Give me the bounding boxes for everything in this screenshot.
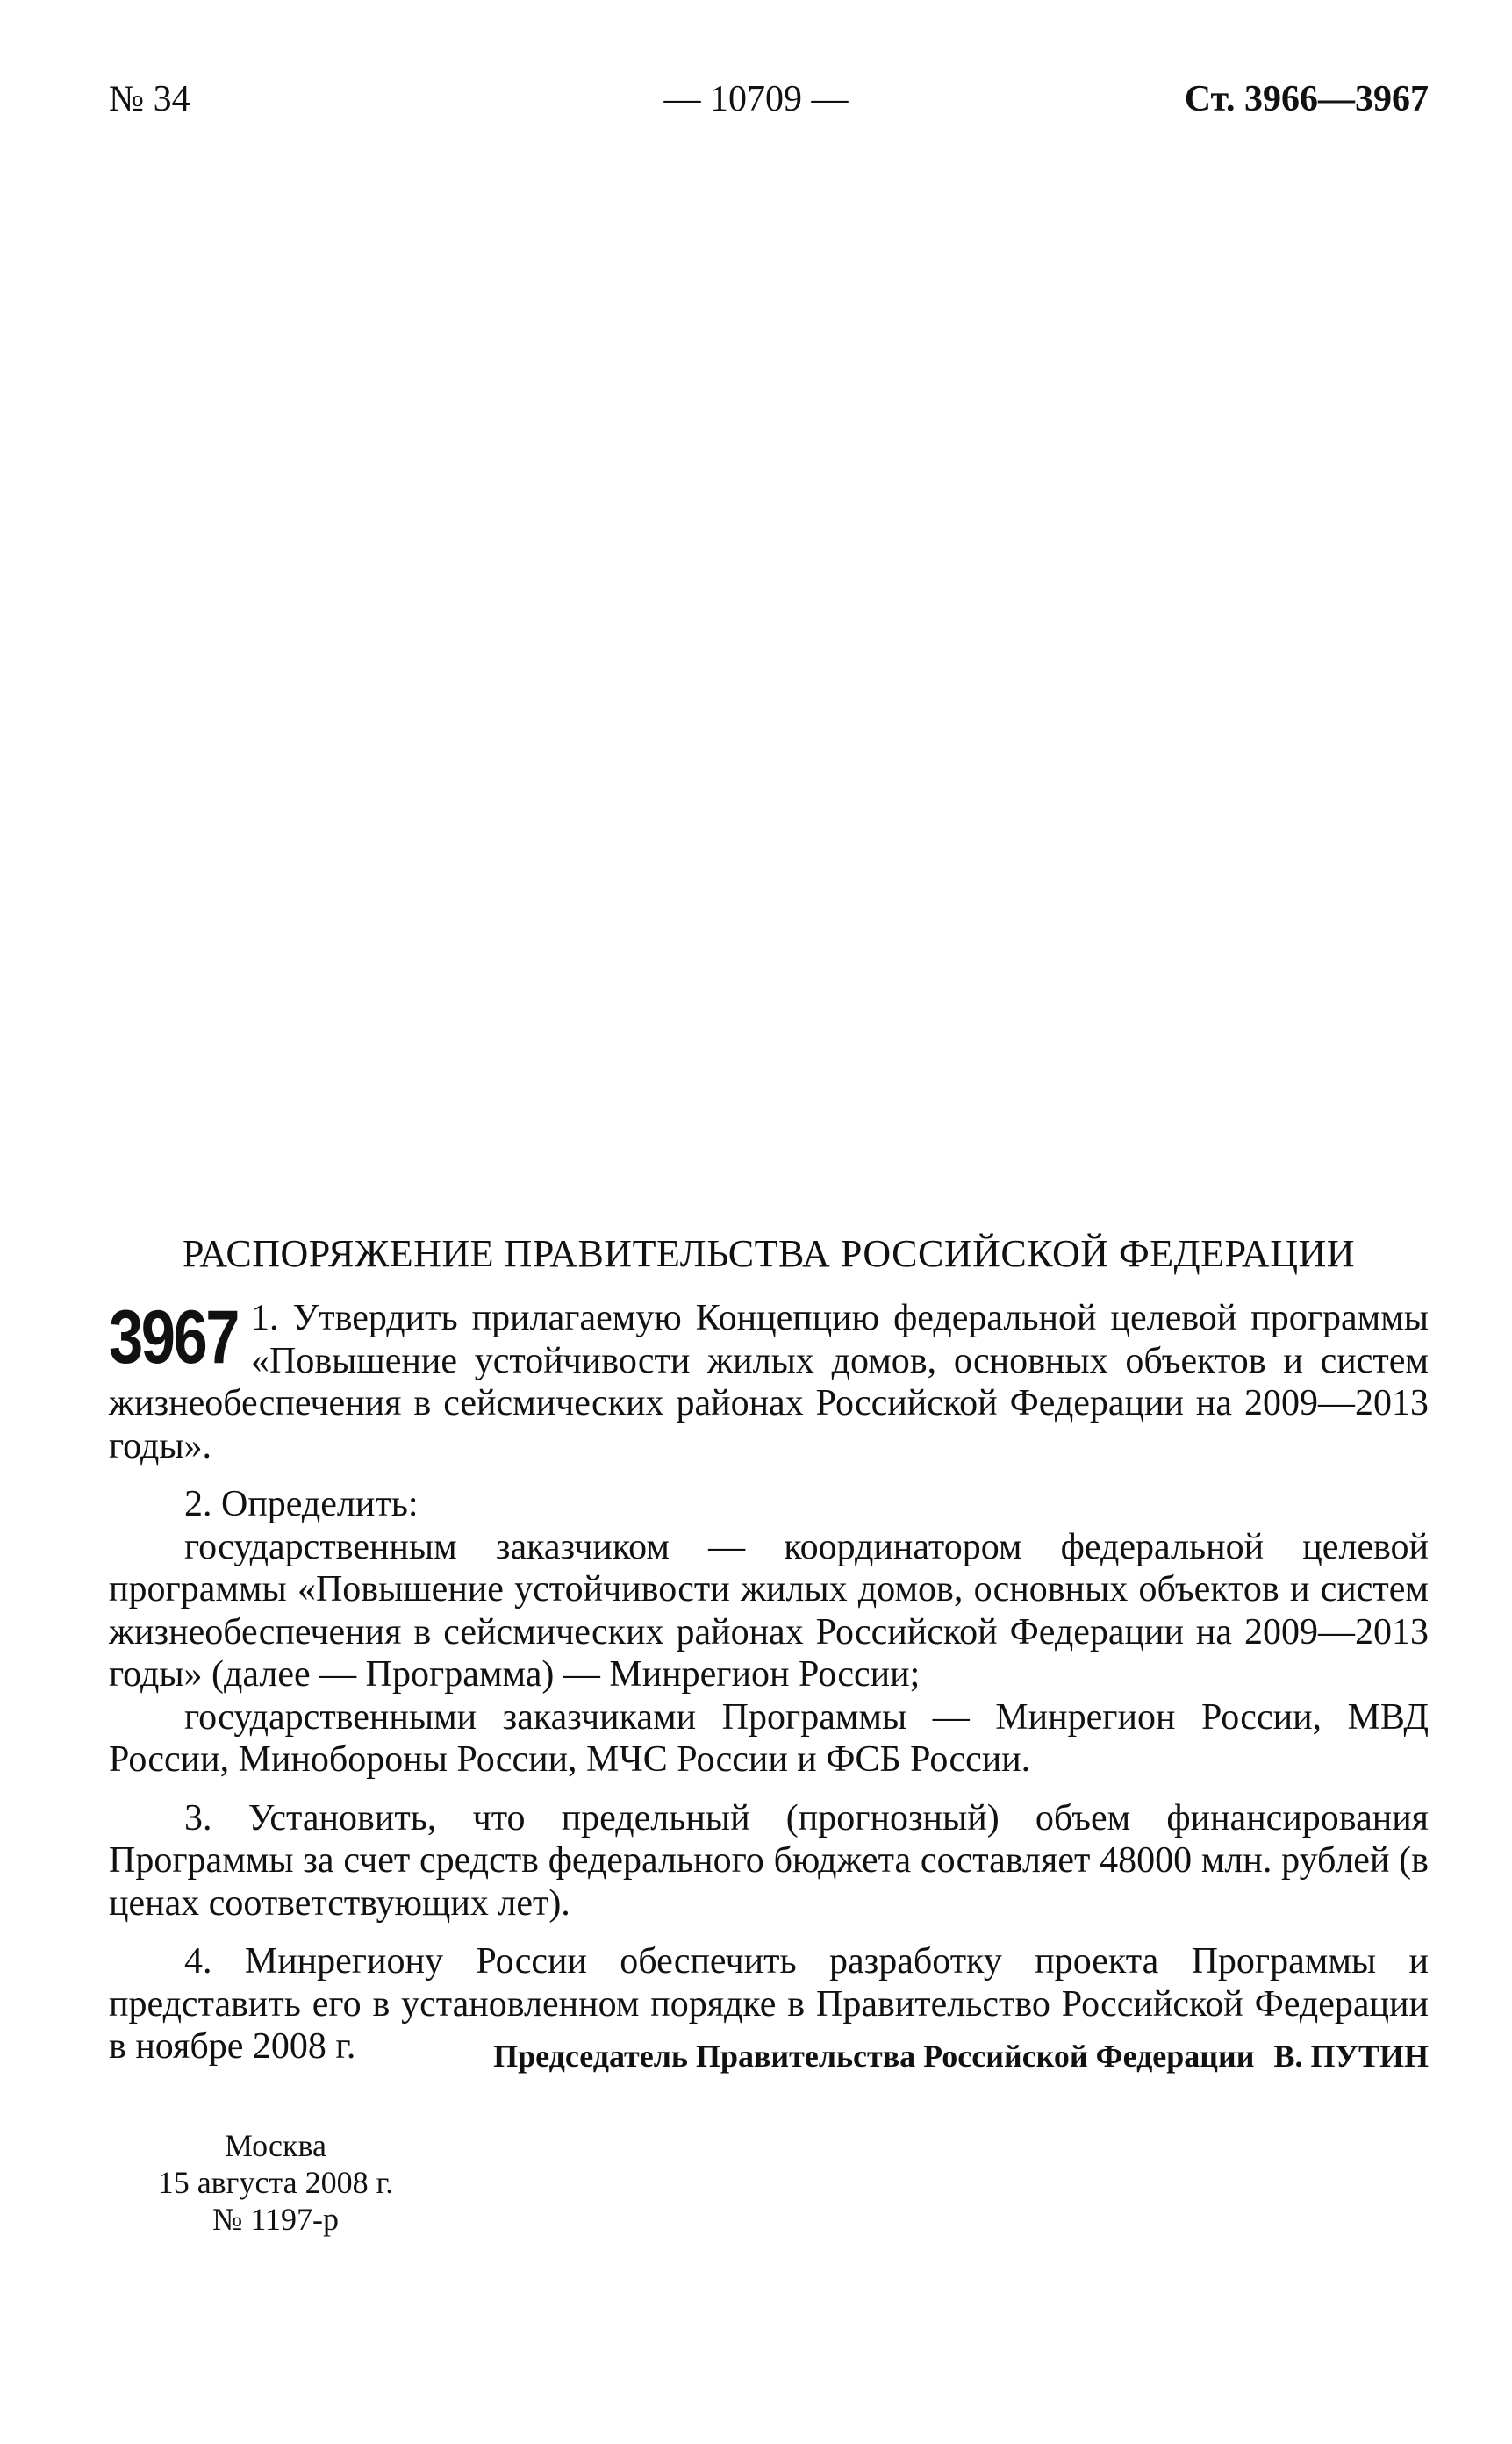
order-number: № 1197-р [212, 2202, 339, 2237]
place-date-block [109, 2127, 442, 2238]
signature-line [493, 2036, 1429, 2076]
city: Москва [225, 2128, 326, 2163]
paragraph-1: 1. Утвердить прилагаемую Концепцию федеральной целевой программы «Повышение устойчивости жилых домов, основных объектов и систем жизнеобеспечения в сейсмических районах Российской Федерации на 2009—2013 годы». [109, 1298, 1429, 1466]
paragraph-6: 4. Минрегиону России обеспечить разработку проекта Программы и представить его в установленном порядке в Правительство Российской Федерации в ноябре 2008 г. [109, 1941, 1429, 2067]
issue-number: № 34 [109, 79, 190, 119]
article-range: Ст. 3966—3967 [1184, 79, 1429, 119]
page-number: — 10709 — [663, 79, 849, 119]
paragraph-2: 2. Определить: [184, 1484, 419, 1524]
date: 15 августа 2008 г. [157, 2165, 394, 2200]
signatory-name: В. ПУТИН [1273, 2039, 1429, 2074]
paragraph-5: 3. Установить, что предельный (прогнозный) объем финансирования Программы за счет средств федерального бюджета составляет 48000 млн. рублей (в ценах соответствующих лет). [109, 1797, 1429, 1924]
signatory-position: Председатель Правительства Российской Федерации [493, 2039, 1255, 2074]
document-body [109, 1297, 1429, 2068]
paragraph-3: государственным заказчиком — координатором федеральной целевой программы «Повышение устойчивости жилых домов, основных объектов и систем жизнеобеспечения в сейсмических районах Российской Федерации на 2009—2013 годы» (далее — Программа) — Минрегион России; [109, 1526, 1429, 1695]
article-number: 3967 [109, 1295, 239, 1380]
document-title: РАСПОРЯЖЕНИЕ ПРАВИТЕЛЬСТВА РОССИЙСКОЙ ФЕДЕРАЦИИ [182, 1232, 1356, 1275]
paragraph-4: государственными заказчиками Программы — Минрегион России, МВД России, Минобороны России, МЧС России и ФСБ России. [109, 1696, 1429, 1780]
